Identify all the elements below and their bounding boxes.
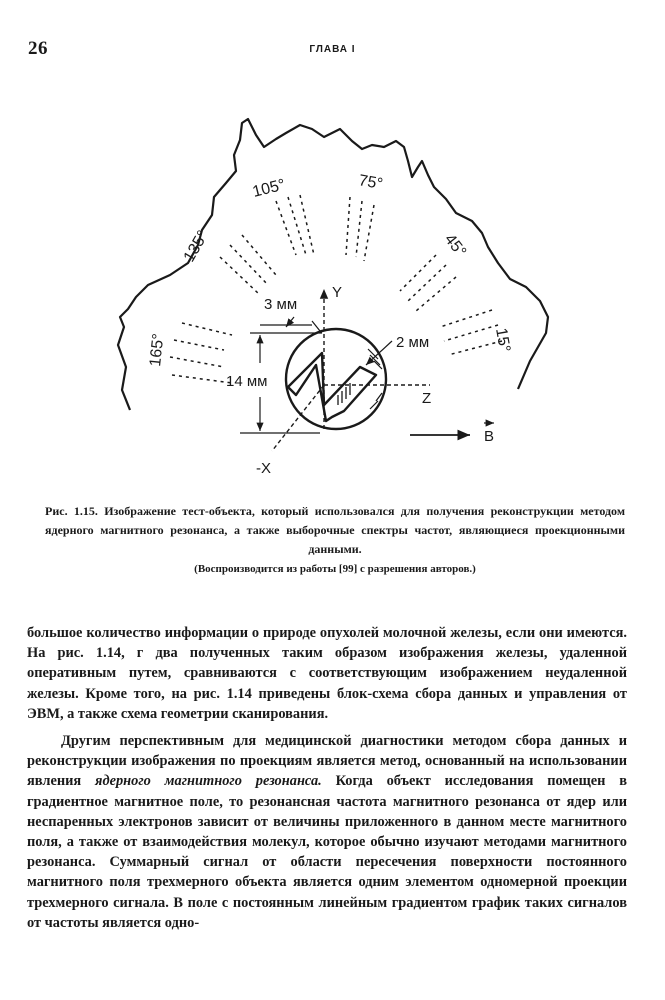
figure-caption	[45, 502, 625, 579]
paragraph-1: большое количество информации о природе опухолей молочной железы, если они имеются. На рис. 1.14, г два полученных таким образом изображения железы, удаленной оперативным путем, сравниваются с соответствующим изображением неудаленной железы. Кроме того, на рис. 1.14 приведены блок-схема сбора данных и управления от ЭВМ, а также схема геометрии сканирования.	[27, 625, 627, 722]
figure-drawing	[100, 105, 570, 485]
running-head: ГЛАВА I	[309, 44, 356, 55]
paragraph-2: Другим перспективным для медицинской диагностики методом сбора данных и реконструкции изображения по проекциям является метод, основанный на использовании явления ядерного магнитного резонанса. Когда объект исследования помещен в градиентное магнитное поле, то резонансная частота магнитного резонанса от ядер или неспаренных электронов зависит от величины приложенного в данном месте магнитного поля, а также от взаимодействия молекул, которое обычно изучают методами магнитного резонанса. Суммарный сигнал от области пересечения поверхности постоянного магнитного поля трехмерного объекта является одним элементом одномерной проекции трехмерного сигнала. В поле с постоянным линейным градиентом график таких сигналов от частоты является одно-	[27, 733, 628, 931]
body-text	[27, 623, 627, 933]
angle-label-75: 75°	[357, 172, 385, 194]
angle-label-45: 45°	[440, 230, 470, 261]
caption-source: (Воспроизводится из работы [99] с разрешения авторов.)	[194, 563, 476, 575]
angle-label-15: 15°	[492, 326, 514, 354]
minus-x-axis-label: -X	[256, 460, 271, 477]
figure	[100, 105, 570, 485]
dim-2mm-label: 2 мм	[396, 334, 430, 351]
caption-label: Рис. 1.15.	[45, 504, 98, 518]
dim-14mm-label: 14 мм	[226, 373, 268, 390]
page-number: 26	[28, 38, 48, 59]
emphasis-nmr: ядерного магнитного резонанса.	[95, 773, 322, 790]
y-axis-label: Y	[332, 284, 343, 301]
z-axis-label: Z	[422, 390, 432, 407]
angle-label-135: 135°	[180, 227, 213, 265]
caption-main	[45, 502, 625, 559]
angle-label-165: 165°	[147, 332, 168, 368]
dim-3mm-label: 3 мм	[264, 296, 298, 313]
caption-text: Изображение тест-объекта, который использовался для получения реконструкции методом ядерного магнитного резонанса, а также выборочные спектры частот, являющиеся проекционными данными.	[45, 504, 625, 556]
field-label: B	[484, 428, 495, 445]
angle-label-105: 105°	[250, 176, 288, 201]
